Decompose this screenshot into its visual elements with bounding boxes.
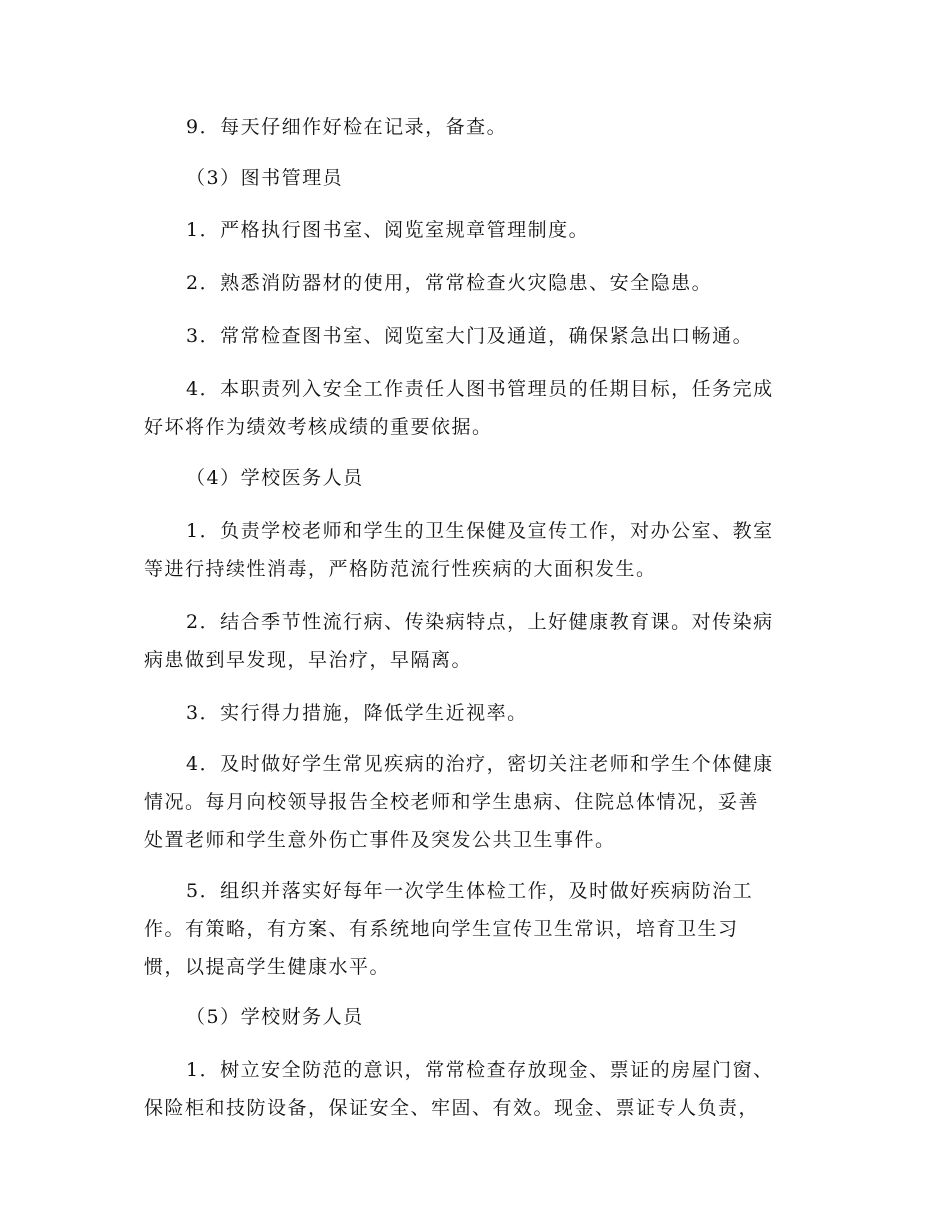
- paragraph-medical-3: [144, 694, 814, 732]
- paragraph-finance-1: [144, 1051, 814, 1127]
- text-line: 1．树立安全防范的意识，常常检查存放现金、票证的房屋门窗、: [186, 1059, 774, 1081]
- text-line: 1．严格执行图书室、阅览室规章管理制度。: [186, 219, 590, 241]
- text-line: 1．负责学校老师和学生的卫生保健及宣传工作，对办公室、教室: [186, 520, 774, 542]
- text-line: 惯，以提高学生健康水平。: [144, 956, 391, 978]
- paragraph-medical-2: [144, 603, 814, 679]
- paragraph-medical-5: [144, 872, 814, 986]
- text-line: 2．结合季节性流行病、传染病特点，上好健康教育课。对传染病: [186, 611, 774, 633]
- text-line: 情况。每月向校领导报告全校老师和学生患病、住院总体情况，妥善: [144, 791, 760, 813]
- text-line: 3．实行得力措施，降低学生近视率。: [186, 702, 528, 724]
- paragraph-medical-1: [144, 512, 814, 588]
- section-heading-finance: [144, 998, 814, 1036]
- paragraph-librarian-3: [144, 317, 814, 355]
- text-line: 保险柜和技防设备，保证安全、牢固、有效。现金、票证专人负责，: [144, 1097, 760, 1119]
- section-heading-medical: [144, 459, 814, 497]
- text-line: 等进行持续性消毒，严格防范流行性疾病的大面积发生。: [144, 558, 657, 580]
- text-line: 处置老师和学生意外伤亡事件及突发公共卫生事件。: [144, 829, 616, 851]
- paragraph-librarian-2: [144, 264, 814, 302]
- text-line: （5）学校财务人员: [186, 1006, 364, 1028]
- text-line: 3．常常检查图书室、阅览室大门及通道，确保紧急出口畅通。: [186, 325, 754, 347]
- text-line: 4．本职责列入安全工作责任人图书管理员的任期目标，任务完成: [186, 378, 774, 400]
- text-line: 2．熟悉消防器材的使用，常常检查火灾隐患、安全隐患。: [186, 272, 713, 294]
- text-line: 作。有策略，有方案、有系统地向学生宣传卫生常识，培育卫生习: [144, 918, 739, 940]
- text-line: 4．及时做好学生常见疾病的治疗，密切关注老师和学生个体健康: [186, 753, 774, 775]
- section-heading-librarian: [144, 159, 814, 197]
- text-line: （4）学校医务人员: [186, 467, 364, 489]
- text-line: 病患做到早发现，早治疗，早隔离。: [144, 649, 473, 671]
- paragraph-librarian-4: [144, 370, 814, 446]
- text-line: （3）图书管理员: [186, 167, 344, 189]
- text-line: 好坏将作为绩效考核成绩的重要依据。: [144, 416, 493, 438]
- text-line: 5．组织并落实好每年一次学生体检工作，及时做好疾病防治工: [186, 880, 754, 902]
- text-line: 9．每天仔细作好检在记录，备查。: [186, 116, 508, 138]
- paragraph-librarian-1: [144, 211, 814, 249]
- paragraph-item-9-record: [144, 108, 814, 146]
- paragraph-medical-4: [144, 745, 814, 859]
